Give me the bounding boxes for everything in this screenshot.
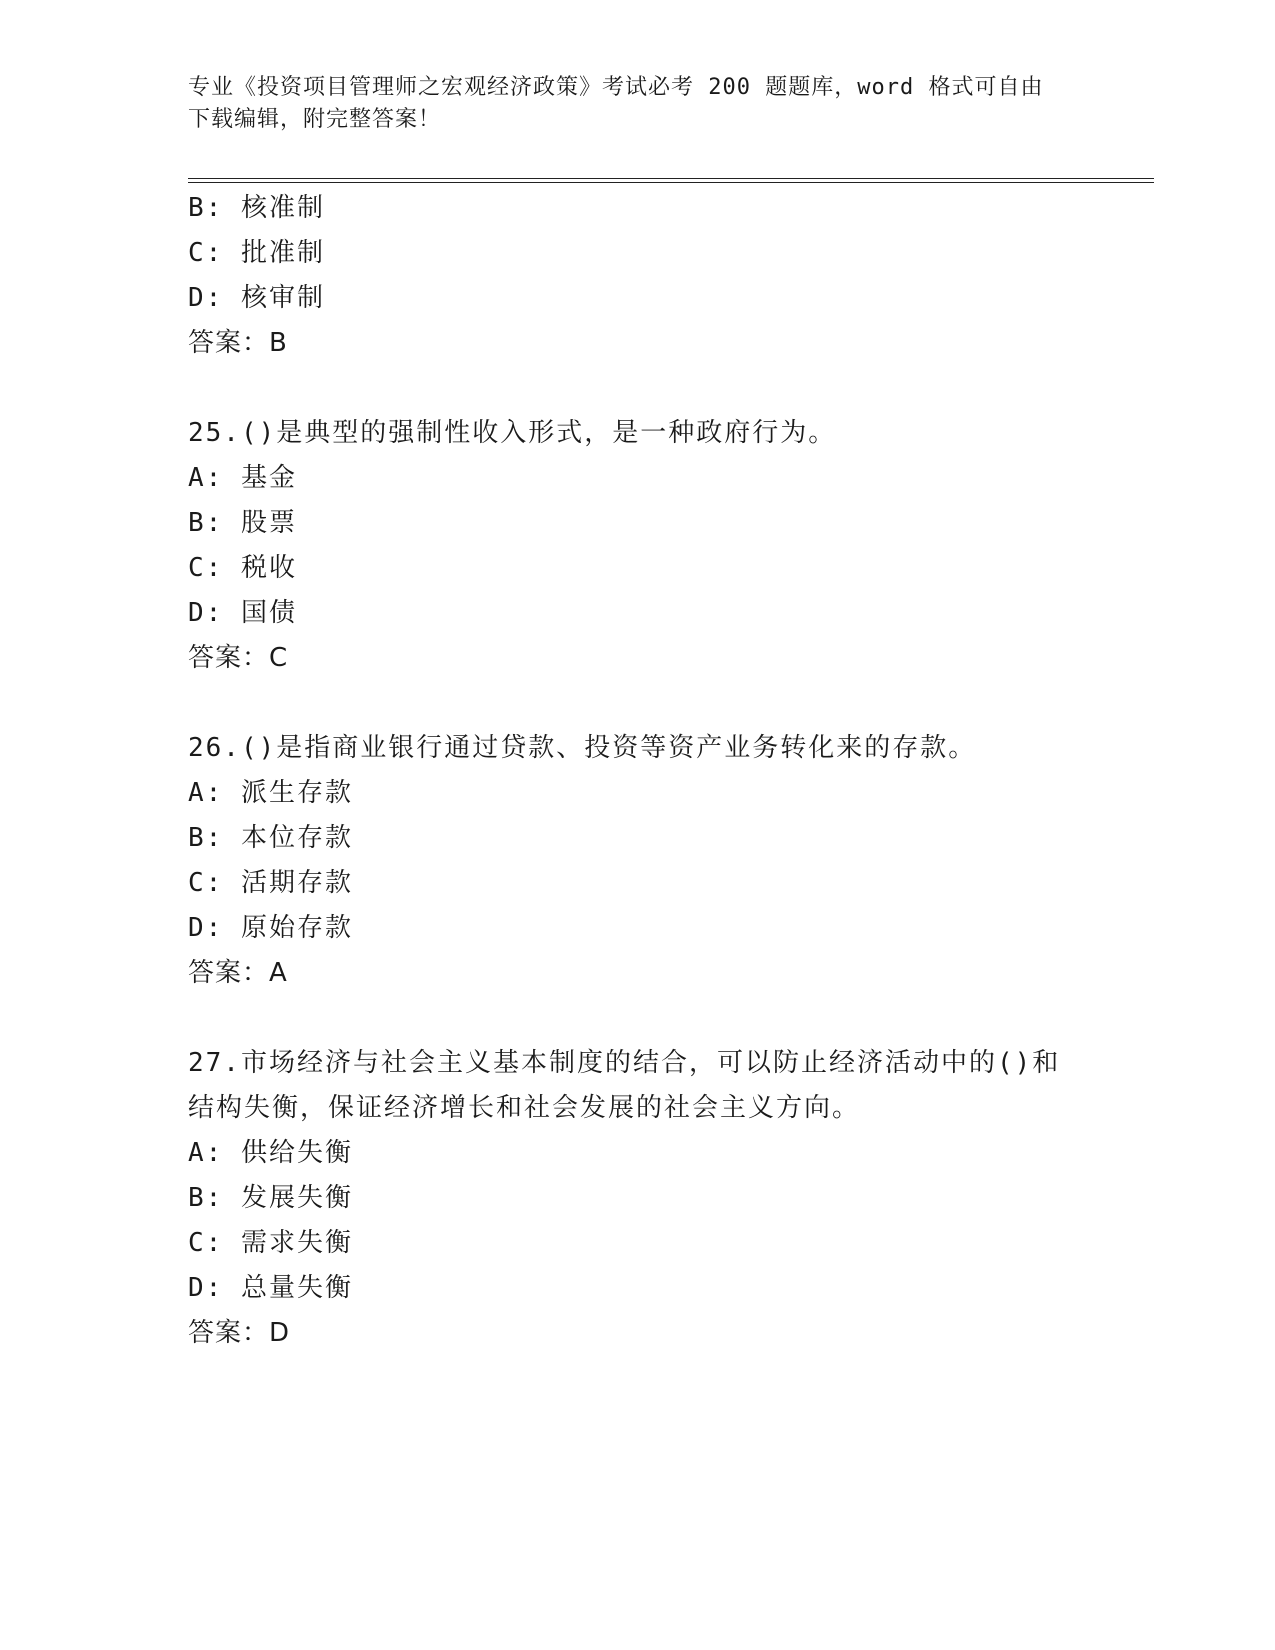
option-q25-a: A: 基金 <box>188 463 297 493</box>
option-q24-d: D: 核审制 <box>188 283 325 313</box>
answer-q27: 答案：D <box>188 1318 291 1348</box>
option-q25-b: B: 股票 <box>188 508 297 538</box>
option-q26-c: C: 活期存款 <box>188 868 353 898</box>
answer-q24: 答案：B <box>188 328 288 358</box>
option-q24-c: C: 批准制 <box>188 238 325 268</box>
option-q27-c: C: 需求失衡 <box>188 1228 353 1258</box>
question-25-text: 25.()是典型的强制性收入形式，是一种政府行为。 <box>188 418 837 448</box>
answer-q26: 答案：A <box>188 958 288 988</box>
option-q26-d: D: 原始存款 <box>188 913 353 943</box>
question-27-text-line-1: 27.市场经济与社会主义基本制度的结合，可以防止经济活动中的()和 <box>188 1048 1061 1078</box>
header-line-2: 下载编辑，附完整答案！ <box>188 107 442 132</box>
header-line-1: 专业《投资项目管理师之宏观经济政策》考试必考 200 题题库，word 格式可自由 <box>188 75 1044 100</box>
option-q25-c: C: 税收 <box>188 553 297 583</box>
option-q24-b: B: 核准制 <box>188 193 325 223</box>
header-divider-bottom <box>188 182 1154 183</box>
question-26-text: 26.()是指商业银行通过贷款、投资等资产业务转化来的存款。 <box>188 733 977 763</box>
header-divider-top <box>188 178 1154 179</box>
answer-q25: 答案：C <box>188 643 289 673</box>
question-27-text-line-2: 结构失衡，保证经济增长和社会发展的社会主义方向。 <box>188 1093 861 1123</box>
option-q26-a: A: 派生存款 <box>188 778 353 808</box>
option-q25-d: D: 国债 <box>188 598 297 628</box>
option-q27-a: A: 供给失衡 <box>188 1138 353 1168</box>
option-q26-b: B: 本位存款 <box>188 823 353 853</box>
option-q27-b: B: 发展失衡 <box>188 1183 353 1213</box>
document-header <box>188 72 1068 136</box>
option-q27-d: D: 总量失衡 <box>188 1273 353 1303</box>
